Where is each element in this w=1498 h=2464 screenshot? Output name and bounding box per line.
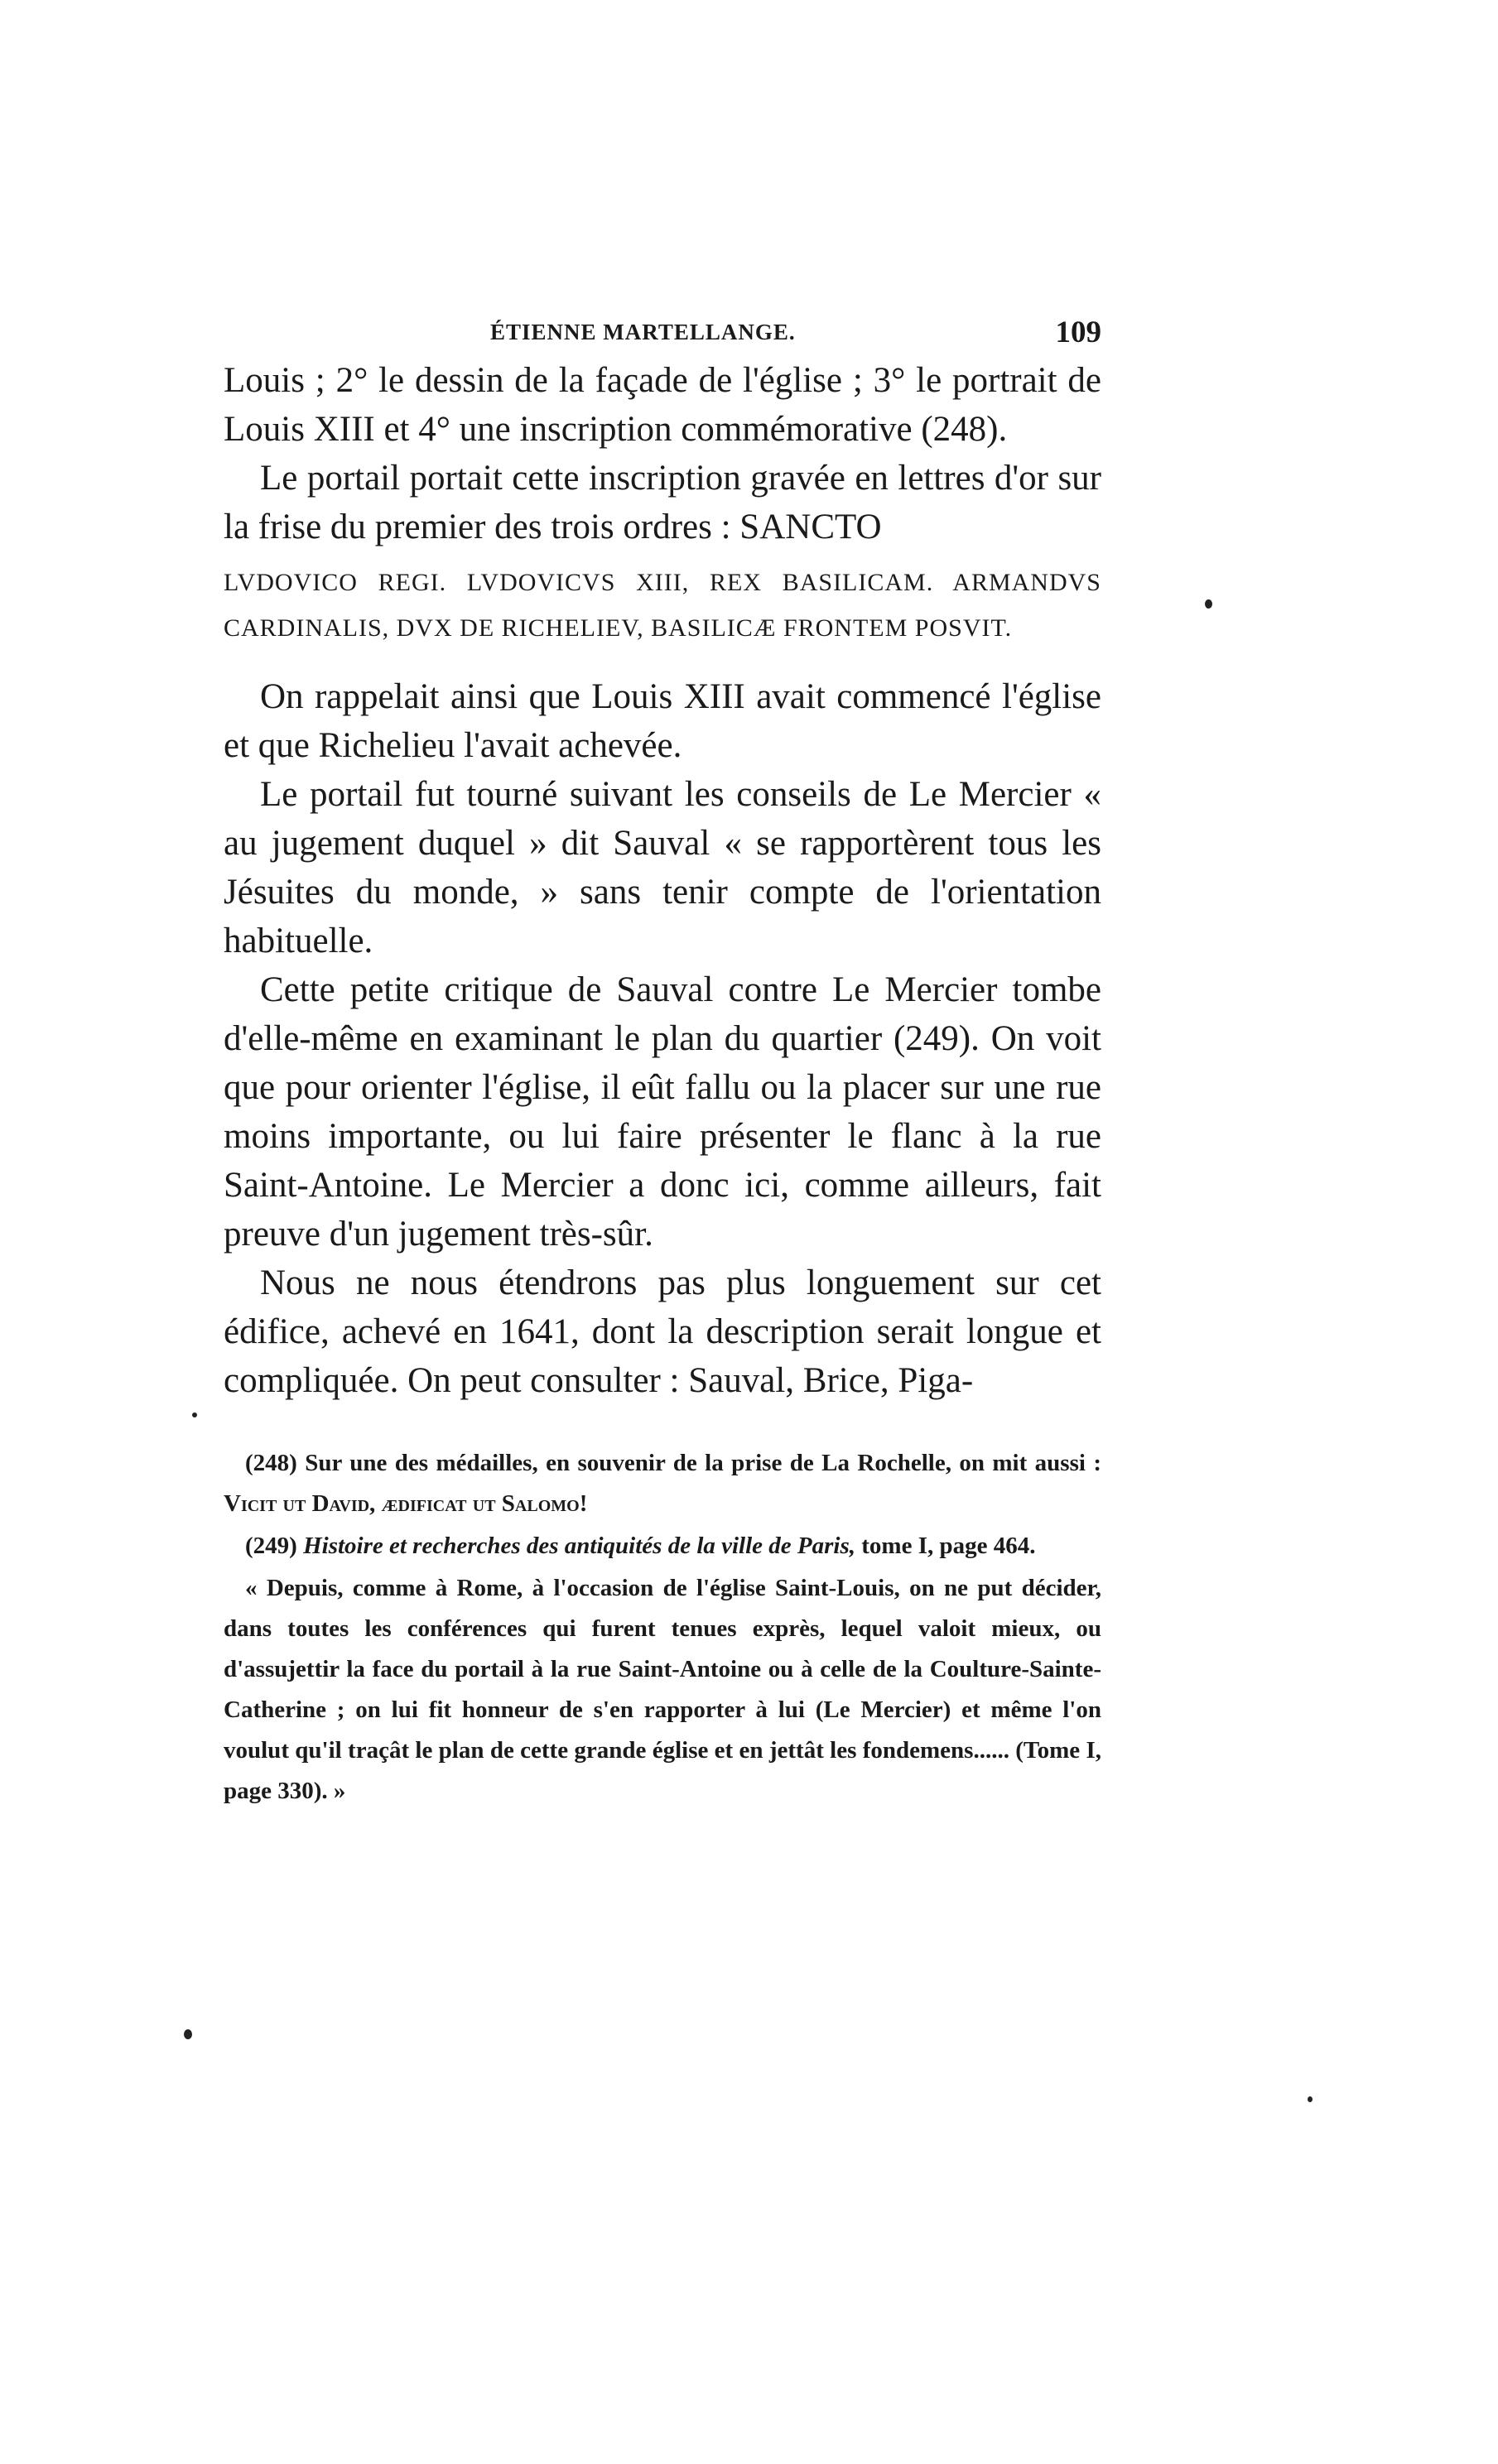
footnote-separator [224, 1405, 1101, 1443]
latin-inscription: LVDOVICO REGI. LVDOVICVS XIII, REX BASILICAM. ARMANDVS CARDINALIS, DVX DE RICHELIEV, BASILICÆ FRONTEM POSVIT. [224, 569, 1101, 642]
paragraph-louis-xiii: On rappelait ainsi que Louis XIII avait commencé l'église et que Richelieu l'avait achevée. [224, 677, 1101, 765]
footnotes [224, 1443, 1101, 1812]
page-number: 109 [1055, 315, 1101, 349]
footnote-248 [224, 1443, 1101, 1524]
print-speck [184, 2029, 192, 2039]
body-text [224, 356, 1101, 1405]
paragraph-sauval-critique: Cette petite critique de Sauval contre Le Mercier tombe d'elle-même en examinant le plan du quartier (249). On voit que pour orienter l'église, il eût fallu ou la placer sur une rue moins importante, ou lui faire présenter le flanc à la rue Saint-Antoine. Le Mercier a donc ici, comme ailleurs, fait preuve d'un jugement très-sûr. [224, 970, 1101, 1254]
paragraph-edifice: Nous ne nous étendrons pas plus longuement sur cet édifice, achevé en 1641, dont la description serait longue et compliquée. On peut consulter : Sauval, Brice, Piga- [224, 1263, 1101, 1400]
running-title: ÉTIENNE MARTELLANGE. [490, 320, 796, 344]
running-head [224, 282, 1101, 349]
footnote-249-title: Histoire et recherches des antiquités de la ville de Paris, [303, 1533, 856, 1559]
paragraph-portail-orientation: Le portail fut tourné suivant les conseils de Le Mercier « au jugement duquel » dit Sauval « se rapportèrent tous les Jésuites du monde, » sans tenir compte de l'orientation habituelle. [224, 775, 1101, 960]
paragraph-continuation: Louis ; 2° le dessin de la façade de l'église ; 3° le portrait de Louis XIII et 4° une inscription commémorative (248). [224, 361, 1101, 449]
book-page [224, 282, 1101, 1813]
footnote-248-text: (248) Sur une des médailles, en souvenir de la prise de La Rochelle, on mit aussi : [245, 1450, 1101, 1476]
footnote-249 [224, 1526, 1101, 1566]
footnote-249-number: (249) [245, 1533, 304, 1559]
print-speck [192, 1412, 197, 1417]
footnote-249-reference: tome I, page 464. [855, 1533, 1036, 1559]
footnote-quote: « Depuis, comme à Rome, à l'occasion de l'église Saint-Louis, on ne put décider, dans toutes les conférences qui furent tenues exprès, lequel valoit mieux, ou d'assujettir la face du portail à la rue Saint-Antoine ou à celle de la Coulture-Sainte-Catherine ; on lui fit honneur de s'en rapporter à lui (Le Mercier) et même l'on voulut qu'il traçât le plan de cette grande église et en jettât les fondemens...... (Tome I, page 330). » [224, 1575, 1101, 1804]
print-speck [1308, 2096, 1313, 2102]
paragraph-inscription-intro: Le portail portait cette inscription gravée en lettres d'or sur la frise du premier des trois ordres : SANCTO [224, 459, 1101, 546]
print-speck [1205, 599, 1212, 609]
footnote-248-motto: Vicit ut David, ædificat ut Salomo! [224, 1490, 588, 1517]
